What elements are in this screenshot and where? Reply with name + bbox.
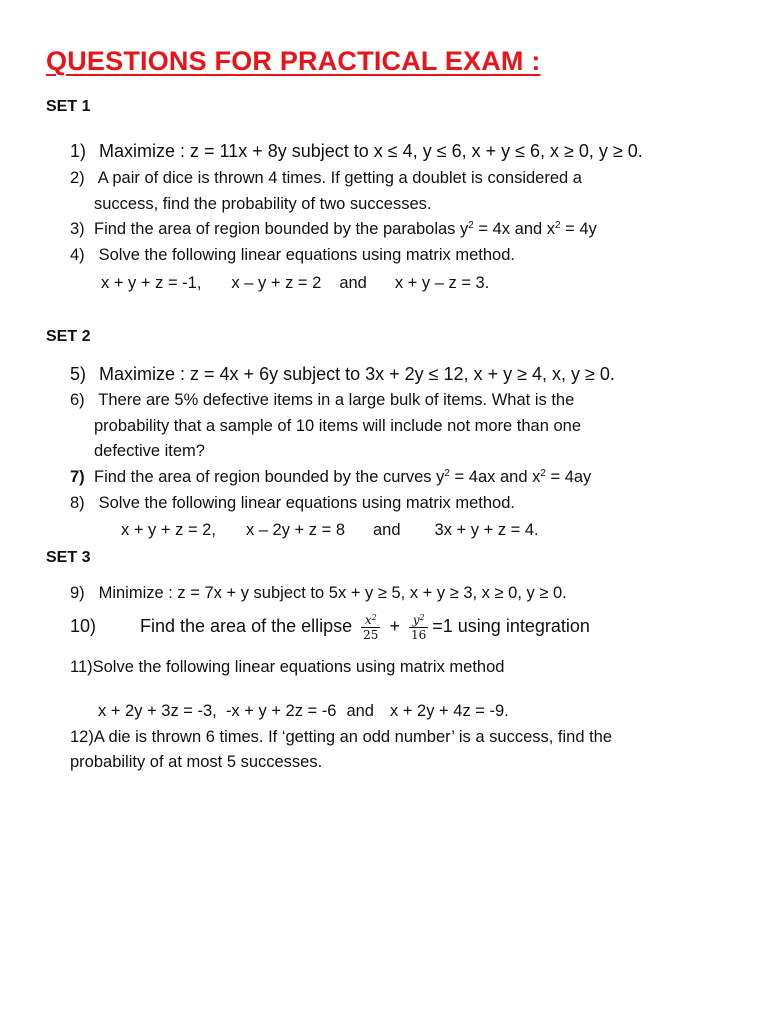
question-10 (70, 608, 590, 644)
question-text-part: = 4x and x (473, 220, 556, 238)
equation: x + y – z = 3. (394, 274, 490, 292)
question-4 (70, 245, 515, 265)
question-6 (70, 390, 574, 410)
question-text-part: = 4y (560, 220, 597, 238)
equation-row-3 (98, 701, 509, 721)
plus-sign: + (389, 616, 400, 636)
question-text: There are 5% defective items in a large bulk of items. What is the (98, 391, 575, 409)
and-word: and (339, 274, 367, 292)
question-2 (70, 168, 582, 188)
equation: x + 2y + 4z = -9. (389, 702, 509, 720)
question-5 (70, 364, 615, 384)
question-text-part: Find the area of region bounded by the parabolas y (94, 220, 469, 238)
exponent: 2 (444, 468, 450, 479)
question-number: 8) (70, 494, 85, 512)
question-3 (70, 219, 597, 239)
question-number: 10) (70, 616, 97, 636)
question-7 (70, 467, 591, 487)
question-text: Maximize : z = 11x + 8y subject to x ≤ 4, y ≤ 6, x + y ≤ 6, x ≥ 0, y ≥ 0. (99, 141, 643, 161)
question-number: 7) (70, 468, 85, 486)
equation-row-1 (101, 273, 489, 293)
question-text: Solve the following linear equations using matrix method. (98, 494, 515, 512)
and-word: and (373, 521, 401, 539)
question-text-part: Find the area of region bounded by the curves y (94, 468, 445, 486)
fraction-x-squared: $\frac{x^2}{25}$ (363, 612, 379, 642)
question-12-continuation: probability of at most 5 successes. (70, 753, 323, 771)
question-number: 9) (70, 584, 85, 602)
equation: x + 2y + 3z = -3, -x + y + 2z = -6 (98, 702, 337, 720)
question-text: Solve the following linear equations using matrix method. (98, 246, 515, 264)
question-text-part: = 4ay (545, 468, 592, 486)
exponent: 2 (555, 220, 561, 231)
question-number: 3) (70, 220, 85, 238)
question-12: 12)A die is thrown 6 times. If ‘getting an odd number’ is a success, find the (70, 728, 613, 746)
and-word: and (346, 702, 374, 720)
question-text: Minimize : z = 7x + y subject to 5x + y ≥ 5, x + y ≥ 3, x ≥ 0, y ≥ 0. (98, 584, 567, 602)
question-number: 1) (70, 141, 87, 161)
question-number: 6) (70, 391, 85, 409)
exponent: 2 (540, 468, 546, 479)
question-6-continuation: probability that a sample of 10 items will include not more than one (94, 417, 582, 435)
set-3-heading: SET 3 (46, 549, 91, 566)
set-2-heading: SET 2 (46, 328, 91, 345)
equation: x + y + z = 2, (121, 521, 216, 539)
question-2-continuation: success, find the probability of two successes. (94, 195, 432, 213)
question-text-part: =1 using integration (432, 616, 590, 636)
question-number: 4) (70, 246, 85, 264)
question-11: 11)Solve the following linear equations using matrix method (70, 658, 505, 676)
page-title: QUESTIONS FOR PRACTICAL EXAM : (46, 46, 541, 76)
exponent: 2 (468, 220, 474, 231)
equation: x – y + z = 2 (231, 274, 322, 292)
equation: x + y + z = -1, (101, 274, 202, 292)
question-number: 2) (70, 169, 85, 187)
equation: x – 2y + z = 8 (245, 521, 345, 539)
fraction-y-squared: $\frac{y^2}{16}$ (410, 612, 427, 642)
equation: 3x + y + z = 4. (434, 521, 539, 539)
question-6-continuation: defective item? (94, 442, 205, 460)
question-text-part: = 4ax and x (449, 468, 541, 486)
set-1-heading: SET 1 (46, 98, 91, 115)
question-text: Maximize : z = 4x + 6y subject to 3x + 2y ≤ 12, x + y ≥ 4, x, y ≥ 0. (99, 364, 615, 384)
question-9 (70, 583, 567, 603)
question-text: A pair of dice is thrown 4 times. If getting a doublet is considered a (97, 169, 582, 187)
question-number: 5) (70, 364, 87, 384)
equation-row-2 (121, 520, 539, 540)
question-text-part: Find the area of the ellipse (140, 616, 353, 636)
question-8 (70, 493, 515, 513)
question-1 (70, 141, 643, 161)
